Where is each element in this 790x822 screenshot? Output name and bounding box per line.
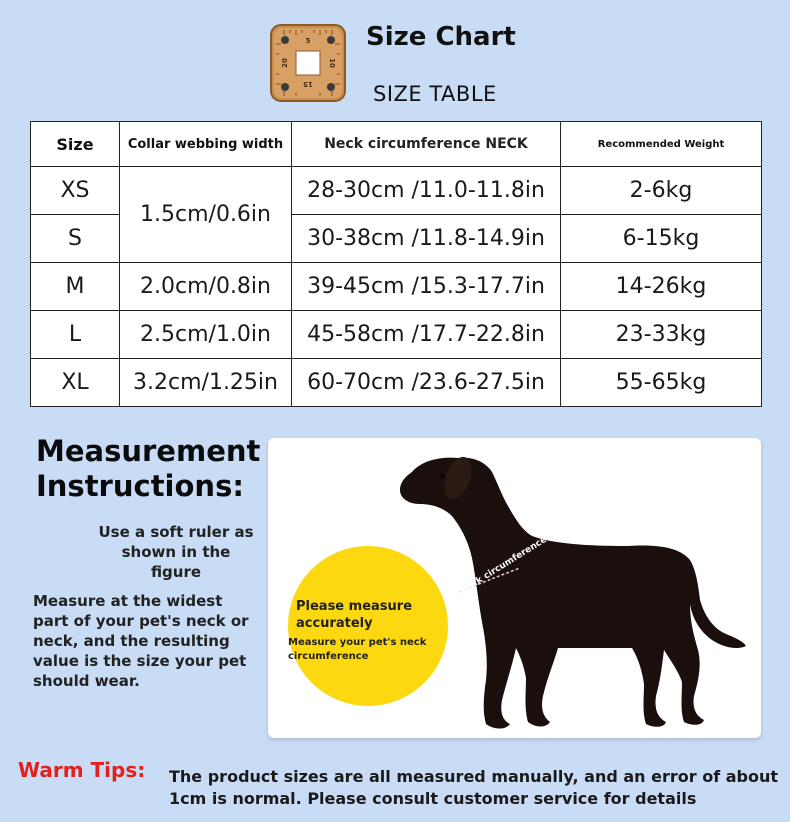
measure-neck-text: Measure your pet's neck circumference [288, 637, 427, 662]
table-row [31, 167, 762, 215]
warm-tips-label: Warm Tips: [18, 758, 146, 782]
page-subtitle: SIZE TABLE [373, 82, 497, 106]
instructions-heading-line2: Instructions: [36, 469, 244, 503]
neck-cell: 28-30cm /11.0-11.8in [292, 167, 561, 215]
ruler-number-left: 20 [281, 58, 289, 68]
size-cell: S [31, 215, 120, 263]
tape-measure-icon [270, 24, 346, 102]
table-header-row [31, 122, 762, 167]
instructions-heading-line1: Measurement [36, 434, 261, 468]
dog-silhouette-icon [398, 444, 748, 736]
width-cell: 2.0cm/0.8in [120, 263, 292, 311]
width-cell: 3.2cm/1.25in [120, 359, 292, 407]
please-measure-text: Please measure accurately [296, 599, 413, 631]
size-cell: M [31, 263, 120, 311]
warm-tips-text: The product sizes are all measured manually, and an error of about 1cm is normal. Please consult customer service for details [169, 767, 779, 808]
size-cell: XS [31, 167, 120, 215]
header-neck: Neck circumference NECK [292, 122, 561, 167]
ruler-number-right: 10 [328, 58, 336, 68]
header-collar-width: Collar webbing width [120, 122, 292, 167]
ruler-number-bottom: 15 [303, 80, 313, 88]
neck-cell: 39-45cm /15.3-17.7in [292, 263, 561, 311]
width-cell: 1.5cm/0.6in [120, 167, 292, 263]
measurement-illustration [268, 438, 761, 738]
weight-cell: 23-33kg [561, 311, 762, 359]
neck-cell: 30-38cm /11.8-14.9in [292, 215, 561, 263]
weight-cell: 2-6kg [561, 167, 762, 215]
weight-cell: 6-15kg [561, 215, 762, 263]
header [0, 0, 790, 118]
use-ruler-text: Use a soft ruler as shown in the figure [98, 523, 254, 581]
page-title: Size Chart [366, 22, 516, 52]
table-row [31, 311, 762, 359]
ruler-number-top: 5 [305, 37, 311, 45]
neck-circumference-label: Neck circumference [458, 534, 549, 597]
size-cell: L [31, 311, 120, 359]
table-row [31, 263, 762, 311]
header-size: Size [31, 122, 120, 167]
neck-cell: 60-70cm /23.6-27.5in [292, 359, 561, 407]
weight-cell: 55-65kg [561, 359, 762, 407]
size-cell: XL [31, 359, 120, 407]
size-table [30, 121, 762, 407]
width-cell: 2.5cm/1.0in [120, 311, 292, 359]
instructions-heading [36, 434, 260, 504]
table-row [31, 359, 762, 407]
neck-cell: 45-58cm /17.7-22.8in [292, 311, 561, 359]
measure-instructions-text: Measure at the widest part of your pet's neck or neck, and the resulting value is the size your pet should wear. [33, 592, 249, 690]
header-weight: Recommended Weight [561, 122, 762, 167]
weight-cell: 14-26kg [561, 263, 762, 311]
